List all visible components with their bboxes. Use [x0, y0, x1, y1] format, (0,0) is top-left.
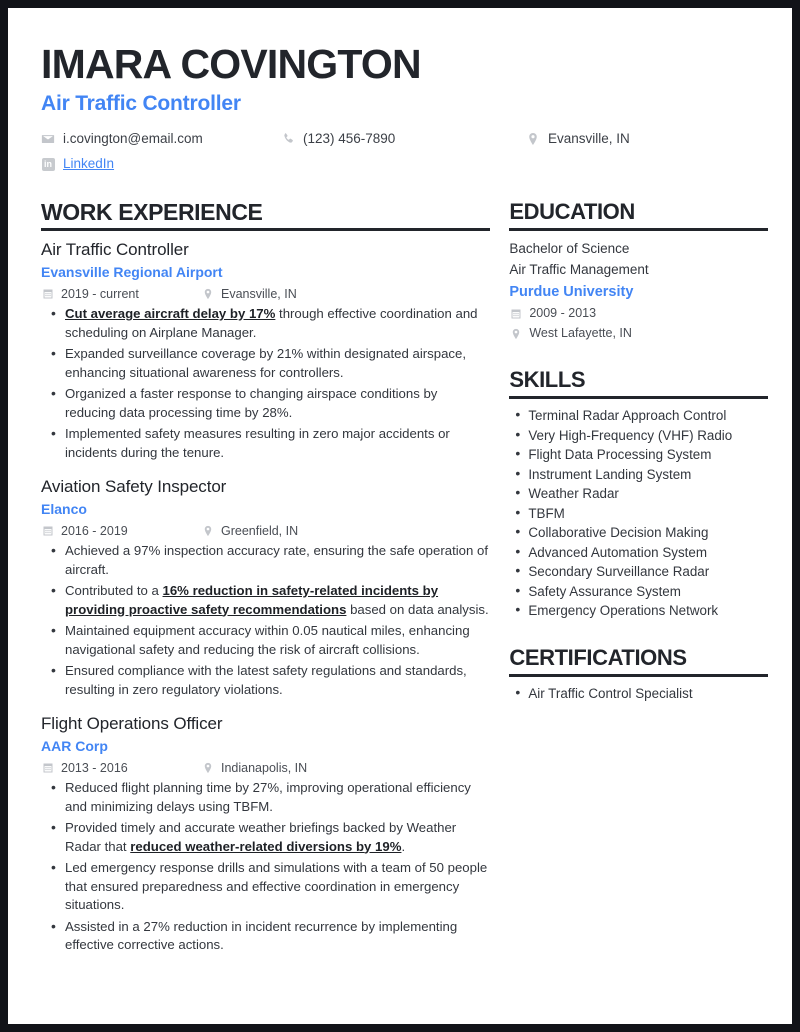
- bullet-prefix: Contributed to a: [65, 583, 163, 598]
- experience-bullets: [41, 779, 490, 955]
- bullet-item: [41, 779, 490, 816]
- education-school: Purdue University: [509, 284, 634, 300]
- bullet-text: .: [401, 838, 406, 854]
- bullet-item: [41, 662, 490, 699]
- education-dates-text: 2009 - 2013: [529, 306, 597, 320]
- bullet-text: Achieved a 97% inspection accuracy rate, ensuring the safe operation of aircraft.: [65, 543, 488, 577]
- bullet-item: [41, 305, 490, 342]
- candidate-name: IMARA COVINGTON: [41, 41, 421, 87]
- bullet-highlight: reduced weather-related diversions by 19%: [130, 838, 402, 854]
- section-divider: [509, 396, 768, 399]
- certifications-heading: CERTIFICATIONS: [509, 644, 687, 670]
- resume-header: [33, 40, 768, 173]
- section-skills: [509, 367, 768, 621]
- bullet-text: Ensured compliance with the latest safety regulations and standards, resulting in zero regulatory violations.: [65, 663, 467, 697]
- bullet-item: [41, 582, 490, 619]
- contact-row-2: [41, 155, 781, 173]
- contact-linkedin-link[interactable]: LinkedIn: [63, 156, 115, 171]
- list-item: • Very High-Frequency (VHF) Radio: [509, 426, 768, 446]
- bullet-text: Led emergency response drills and simulations with a team of 50 people that ensured preparedness and effective coordination in emergency situations.: [65, 860, 488, 912]
- bullet-item: [41, 385, 490, 422]
- section-divider: [509, 228, 768, 231]
- bullet-item: [41, 345, 490, 382]
- bullet-text: Assisted in a 27% reduction in incident recurrence by implementing effective corrective actions.: [65, 918, 458, 952]
- experience-role: Air Traffic Controller: [41, 240, 189, 259]
- experience-location: [201, 285, 297, 303]
- linkedin-icon: in: [41, 157, 55, 171]
- calendar-icon: [41, 761, 55, 775]
- bullet-item: [41, 425, 490, 462]
- bullet-item: [41, 622, 490, 659]
- contact-linkedin[interactable]: [41, 155, 281, 173]
- phone-icon: [281, 132, 295, 146]
- map-pin-icon: [201, 287, 215, 301]
- bullet-highlight: 16% reduction in safety-related incidents by providing proactive safety recommendations: [65, 583, 439, 617]
- envelope-icon: [41, 132, 55, 146]
- contact-location: [526, 130, 776, 148]
- experience-org: Evansville Regional Airport: [41, 264, 223, 280]
- map-pin-icon: [526, 132, 540, 146]
- contact-email-text: i.covington@email.com: [63, 131, 203, 146]
- list-item: • Collaborative Decision Making: [509, 523, 768, 543]
- map-pin-icon: [201, 761, 215, 775]
- list-item: • Safety Assurance System: [509, 582, 768, 602]
- education-heading: EDUCATION: [509, 199, 635, 224]
- list-item: • Instrument Landing System: [509, 465, 768, 485]
- experience-role: Aviation Safety Inspector: [41, 477, 227, 496]
- experience-entry: [41, 238, 490, 462]
- experience-bullets: [41, 542, 490, 699]
- experience-dates: [41, 759, 201, 777]
- section-divider: [509, 674, 768, 677]
- bullet-item: [41, 918, 490, 955]
- experience-entry: [41, 712, 490, 955]
- contact-phone-text: (123) 456-7890: [303, 131, 396, 146]
- experience-org: AAR Corp: [41, 738, 108, 754]
- contact-row-1: [41, 130, 781, 148]
- experience-location: [201, 522, 298, 540]
- bullet-item: [41, 819, 490, 856]
- skills-heading: SKILLS: [509, 367, 586, 392]
- experience-dates-text: 2019 - current: [61, 287, 139, 301]
- experience-location-text: Greenfield, IN: [221, 524, 299, 538]
- bullet-text: Maintained equipment accuracy within 0.05 nautical miles, enhancing navigational safety and reducing the risk of aircraft collisions.: [65, 623, 470, 657]
- list-item: • Advanced Automation System: [509, 543, 768, 563]
- bullet-text: based on data analysis.: [346, 601, 489, 617]
- map-pin-icon: [509, 327, 523, 341]
- contact-location-text: Evansville, IN: [548, 131, 630, 146]
- section-divider: [41, 228, 490, 231]
- list-item: • TBFM: [509, 504, 768, 524]
- section-work-experience: [41, 199, 490, 955]
- bullet-text: through effective coordination and scheduling on Airplane Manager.: [65, 306, 478, 340]
- experience-role: Flight Operations Officer: [41, 714, 223, 733]
- experience-meta: [41, 522, 490, 540]
- experience-dates: [41, 285, 201, 303]
- list-item: • Weather Radar: [509, 484, 768, 504]
- bullet-item: [41, 542, 490, 579]
- contact-email[interactable]: [41, 130, 281, 148]
- right-column: [509, 199, 768, 958]
- experience-dates: [41, 522, 201, 540]
- list-item: • Secondary Surveillance Radar: [509, 562, 768, 582]
- bullet-text: Implemented safety measures resulting in zero major accidents or incidents during the tenure.: [65, 426, 450, 460]
- section-education: [509, 199, 768, 343]
- column-gutter: [490, 199, 510, 958]
- bullet-item: [41, 859, 490, 915]
- calendar-icon: [509, 307, 523, 321]
- education-location-text: West Lafayette, IN: [529, 326, 632, 340]
- experience-location-text: Indianapolis, IN: [221, 761, 308, 775]
- candidate-job-title: Air Traffic Controller: [41, 92, 241, 115]
- bullet-highlight: Cut average aircraft delay by 17%: [65, 306, 276, 321]
- bullet-text: Reduced flight planning time by 27%, improving operational efficiency and minimizing delays using TBFM.: [65, 780, 471, 814]
- contact-info: [41, 130, 781, 173]
- left-column: [33, 199, 490, 958]
- experience-meta: [41, 285, 490, 303]
- experience-bullets: [41, 305, 490, 462]
- list-item: • Flight Data Processing System: [509, 445, 768, 465]
- certifications-list: [509, 684, 768, 704]
- experience-meta: [41, 759, 490, 777]
- experience-location-text: Evansville, IN: [221, 287, 297, 301]
- bullet-text: Organized a faster response to changing airspace conditions by reducing data processing time by 28%.: [65, 386, 438, 420]
- resume-body: [33, 199, 768, 958]
- list-item: • Air Traffic Control Specialist: [509, 684, 768, 704]
- calendar-icon: [41, 287, 55, 301]
- education-degree: Bachelor of Science: [509, 241, 630, 256]
- experience-dates-text: 2013 - 2016: [61, 761, 128, 775]
- work-experience-heading: WORK EXPERIENCE: [41, 199, 263, 225]
- education-field: Air Traffic Management: [509, 262, 649, 277]
- calendar-icon: [41, 524, 55, 538]
- education-location: [509, 324, 768, 343]
- section-certifications: [509, 645, 768, 704]
- experience-org: Elanco: [41, 501, 87, 517]
- bullet-prefix: Provided timely and accurate weather briefings backed by Weather Radar that: [65, 820, 457, 854]
- contact-phone[interactable]: [281, 130, 526, 148]
- list-item: • Emergency Operations Network: [509, 601, 768, 621]
- skills-list: [509, 406, 768, 621]
- bullet-text: Expanded surveillance coverage by 21% within designated airspace, enhancing situational awareness for controllers.: [65, 346, 467, 380]
- map-pin-icon: [201, 524, 215, 538]
- resume-page: [8, 8, 792, 1024]
- list-item: • Terminal Radar Approach Control: [509, 406, 768, 426]
- education-dates: [509, 304, 768, 323]
- experience-dates-text: 2016 - 2019: [61, 524, 128, 538]
- experience-entry: [41, 475, 490, 699]
- experience-location: [201, 759, 307, 777]
